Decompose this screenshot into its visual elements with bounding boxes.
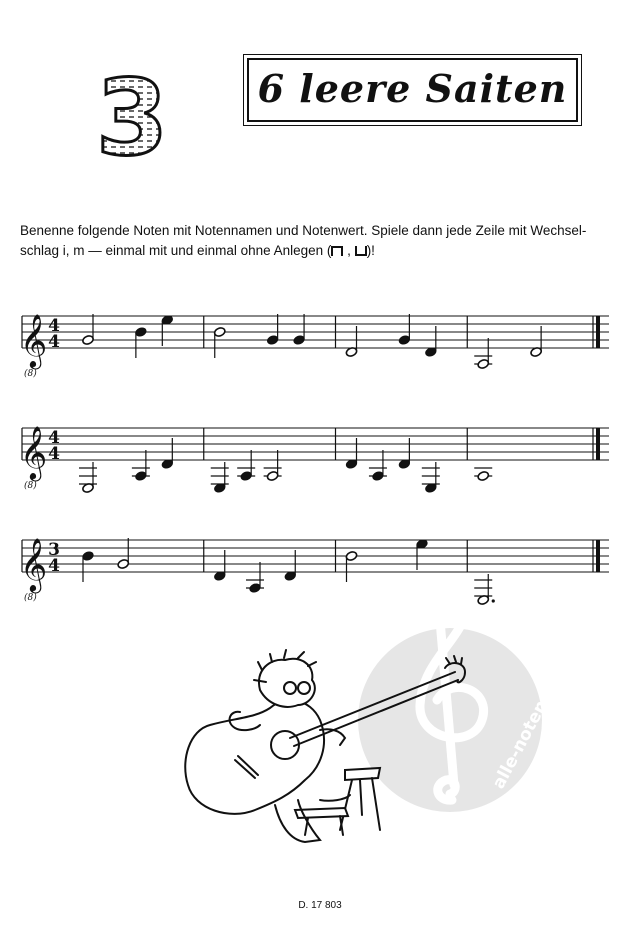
note bbox=[213, 326, 226, 358]
time-signature-top: 3 bbox=[48, 540, 60, 560]
note bbox=[398, 314, 411, 346]
treble-clef-icon: 𝄞 bbox=[20, 537, 48, 591]
instructions-separator: , bbox=[343, 243, 355, 258]
note bbox=[416, 538, 429, 570]
octave-mark: (8) bbox=[24, 593, 37, 603]
note bbox=[345, 326, 358, 358]
downstroke-icon bbox=[331, 246, 343, 256]
final-barline-thick bbox=[596, 428, 600, 460]
note bbox=[82, 314, 95, 346]
octave-mark: (8) bbox=[24, 481, 37, 491]
upstroke-icon bbox=[355, 246, 367, 256]
treble-clef-icon: 𝄞 bbox=[20, 425, 48, 479]
instructions-line-2b: )! bbox=[366, 243, 375, 258]
time-signature-bottom: 4 bbox=[48, 332, 60, 352]
note bbox=[369, 450, 387, 482]
note bbox=[530, 326, 543, 358]
note bbox=[474, 468, 492, 482]
note bbox=[135, 326, 148, 358]
note bbox=[117, 538, 130, 570]
note bbox=[284, 550, 297, 582]
watermark-text: alle-noten.de bbox=[488, 670, 567, 793]
chapter-number bbox=[95, 57, 169, 179]
guitarist-illustration bbox=[180, 650, 470, 850]
note bbox=[424, 326, 437, 358]
note bbox=[293, 314, 306, 346]
time-signature-bottom: 4 bbox=[48, 556, 60, 576]
note bbox=[264, 450, 282, 482]
instructions bbox=[20, 221, 610, 261]
treble-clef-icon: 𝄞 bbox=[20, 313, 48, 367]
music-staff-1 bbox=[14, 298, 614, 388]
note bbox=[422, 462, 440, 494]
octave-mark: (8) bbox=[24, 369, 37, 379]
note bbox=[213, 550, 226, 582]
note bbox=[345, 438, 358, 470]
note bbox=[79, 462, 97, 494]
instructions-line-2a: schlag i, m — einmal mit und einmal ohne Anlegen ( bbox=[20, 243, 332, 258]
final-barline-thick bbox=[596, 316, 600, 348]
note bbox=[132, 450, 150, 482]
note bbox=[237, 450, 255, 482]
note bbox=[246, 562, 264, 594]
final-barline-thick bbox=[596, 540, 600, 572]
page-title: 6 leere Saiten bbox=[257, 66, 568, 111]
note bbox=[161, 438, 174, 470]
note bbox=[82, 550, 95, 582]
music-staff-2 bbox=[14, 410, 614, 500]
note bbox=[474, 338, 492, 370]
title-box bbox=[247, 58, 578, 122]
time-signature-top: 4 bbox=[48, 316, 60, 336]
catalog-code: D. 17 803 bbox=[298, 900, 342, 911]
instructions-line-1: Benenne folgende Noten mit Notennamen und Notenwert. Spiele dann jede Zeile mit Wechsel- bbox=[20, 223, 587, 238]
note bbox=[161, 314, 174, 346]
time-signature-bottom: 4 bbox=[48, 444, 60, 464]
note bbox=[398, 438, 411, 470]
note bbox=[345, 550, 358, 582]
note bbox=[266, 314, 279, 346]
time-signature-top: 4 bbox=[48, 428, 60, 448]
note bbox=[211, 462, 229, 494]
chapter-number-text: 3 bbox=[95, 57, 169, 179]
